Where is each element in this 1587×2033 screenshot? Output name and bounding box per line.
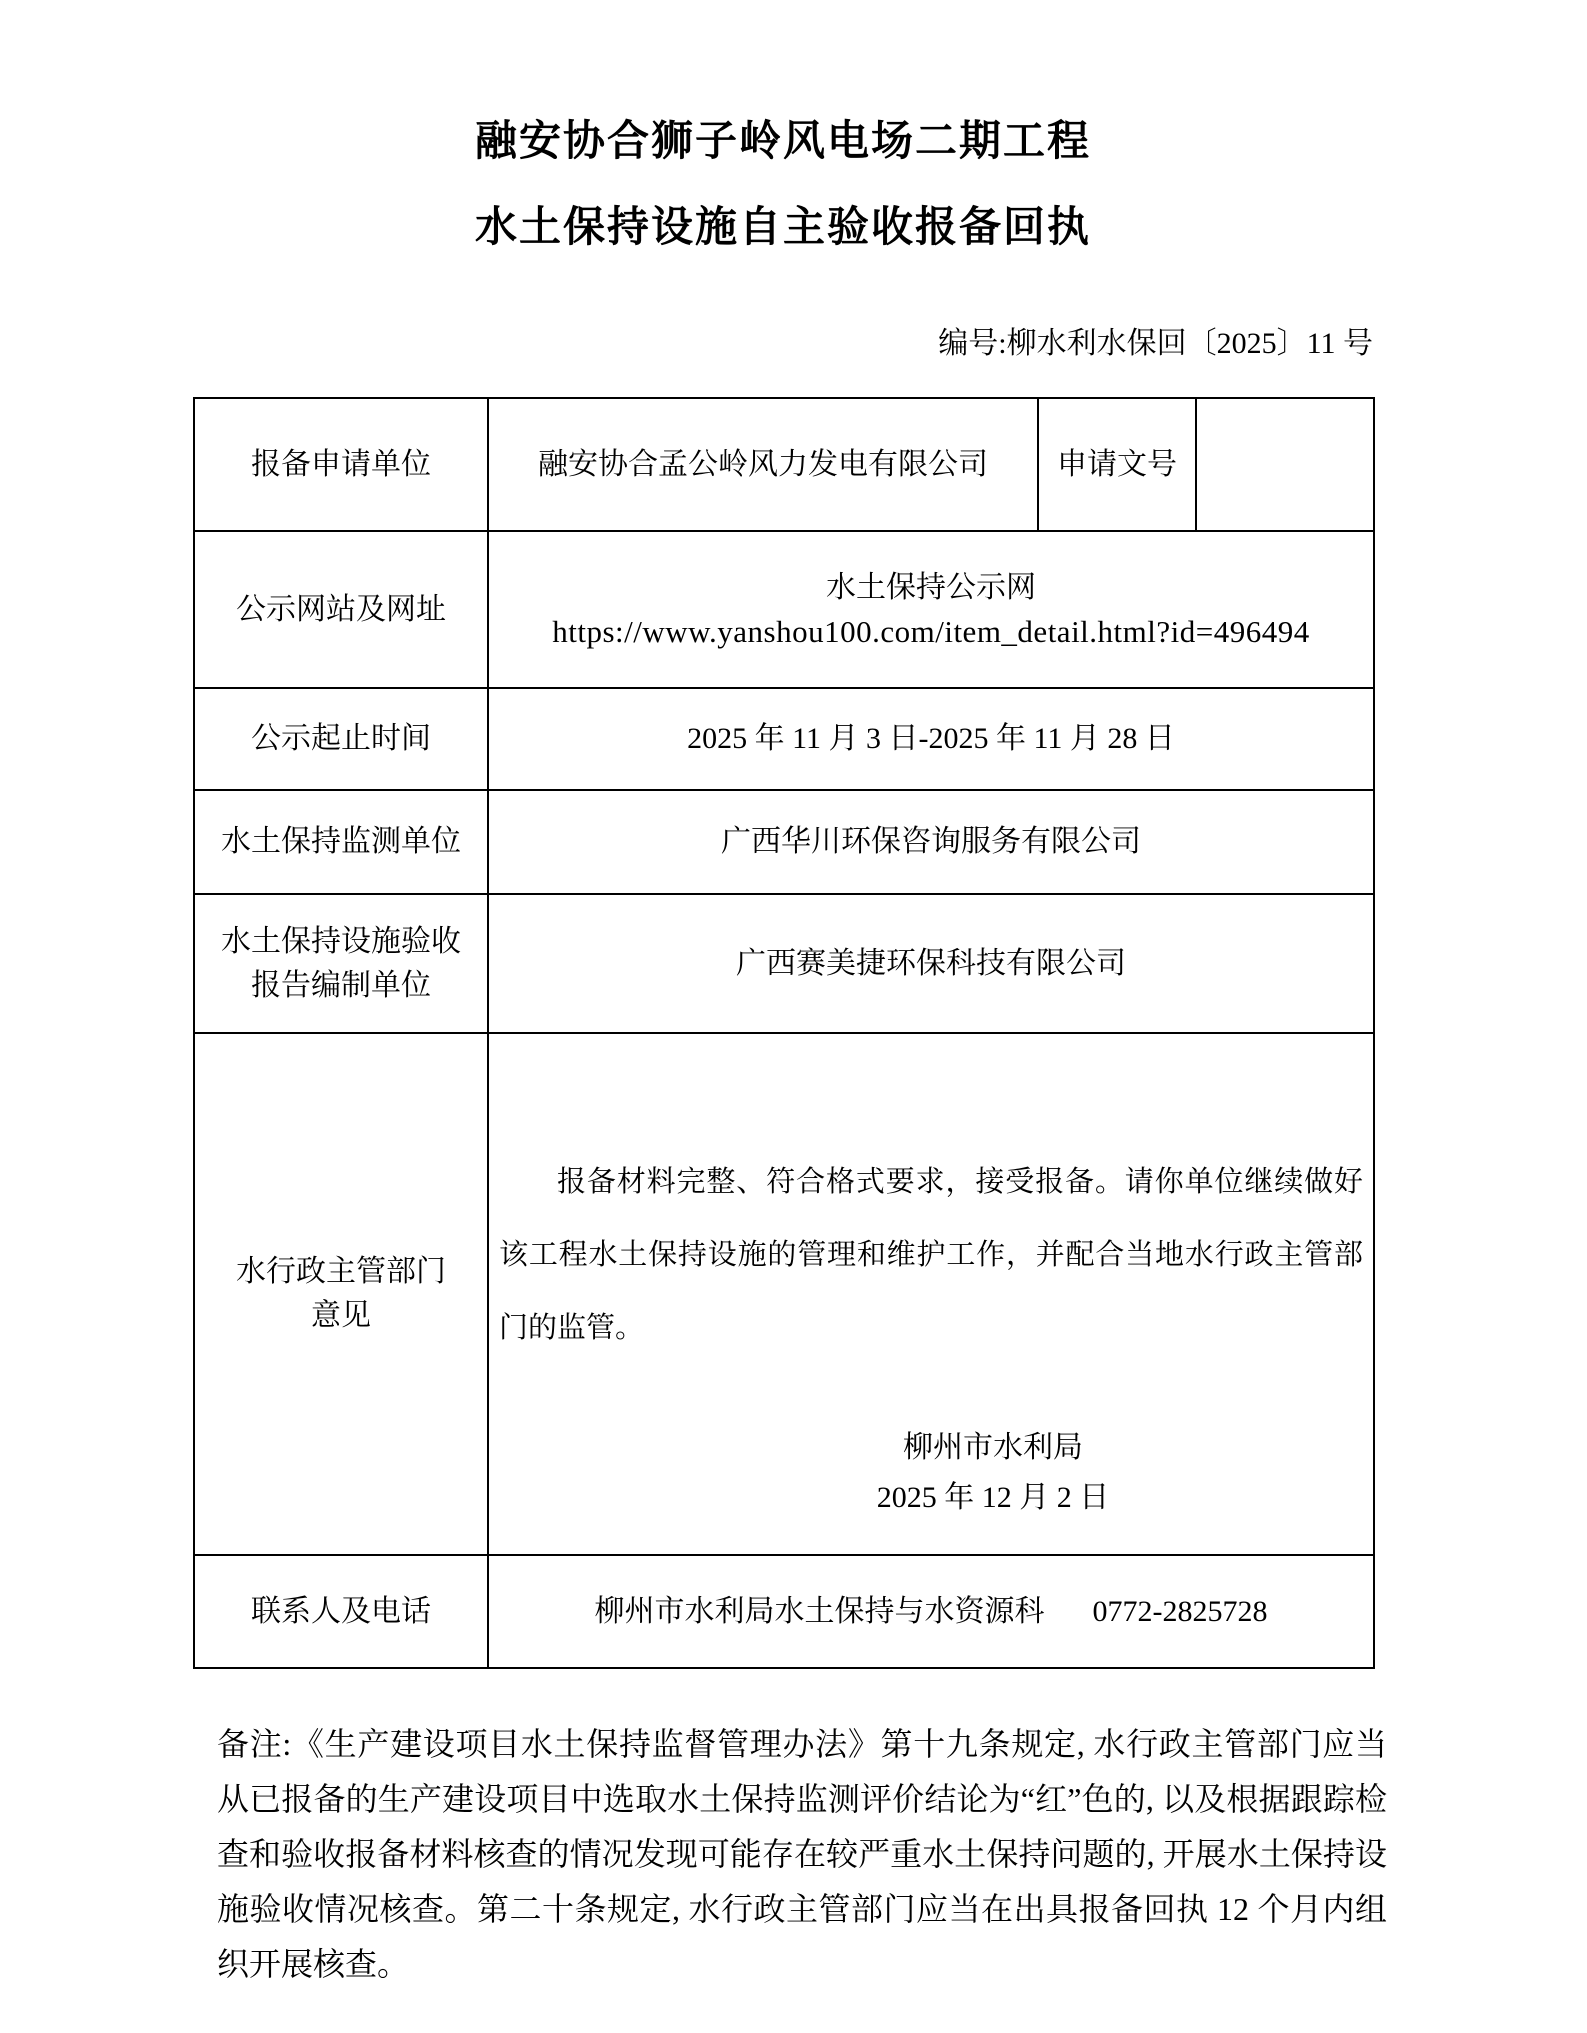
monitoring-unit-label: 水土保持监测单位	[194, 790, 488, 894]
document-number: 编号:柳水利水保回〔2025〕11 号	[938, 327, 1373, 360]
document-content	[193, 0, 1387, 1992]
row-publicity-website	[194, 531, 1374, 688]
document-title-line1: 融安协合狮子岭风电场二期工程	[474, 119, 1091, 165]
publicity-website-value	[488, 531, 1374, 688]
row-monitoring-unit	[194, 790, 1374, 894]
row-report-compiler	[194, 894, 1374, 1033]
publicity-website-label: 公示网站及网址	[194, 531, 488, 688]
row-contact	[194, 1555, 1374, 1668]
applicant-value: 融安协合孟公岭风力发电有限公司	[488, 398, 1038, 531]
application-number-label: 申请文号	[1038, 398, 1196, 531]
publicity-site-name: 水土保持公示网	[826, 570, 1036, 604]
applicant-label: 报备申请单位	[194, 398, 488, 531]
row-publicity-period	[194, 688, 1374, 790]
footer-note: 备注:《生产建设项目水土保持监督管理办法》第十九条规定, 水行政主管部门应当从已报备的生产建设项目中选取水土保持监测评价结论为“红”色的, 以及根据跟踪检查和验收报备材料核查的情况发现可能存在较严重水土保持问题的, 开展水土保持设施验收情况核查。第二十条规定, 水行政主管部门应当在出具报备回执 12 个月内组织开展核查。	[217, 1726, 1387, 1982]
report-compiler-label	[194, 894, 488, 1033]
document-title-line2: 水土保持设施自主验收报备回执	[474, 205, 1091, 251]
application-number-value	[1196, 398, 1374, 531]
contact-value	[488, 1555, 1374, 1668]
monitoring-unit-value: 广西华川环保咨询服务有限公司	[488, 790, 1374, 894]
authority-opinion-value	[488, 1033, 1374, 1555]
row-authority-opinion	[194, 1033, 1374, 1555]
signature-block	[743, 1423, 1243, 1523]
receipt-form-table	[193, 397, 1375, 1669]
contact-phone: 0772-2825728	[1092, 1594, 1268, 1628]
authority-opinion-paragraph: 报备材料完整、符合格式要求，接受报备。请你单位继续做好该工程水土保持设施的管理和维护工作，并配合当地水行政主管部门的监管。	[499, 1165, 1363, 1344]
row-applicant	[194, 398, 1374, 531]
contact-unit: 柳州市水利局水土保持与水资源科	[594, 1594, 1045, 1628]
report-compiler-value: 广西赛美捷环保科技有限公司	[488, 894, 1374, 1033]
signature-organization: 柳州市水利局	[903, 1430, 1083, 1464]
report-compiler-label-line2: 报告编制单位	[251, 968, 431, 1002]
publicity-site-url: https://www.yanshou100.com/item_detail.html?id=496494	[552, 613, 1310, 649]
contact-label: 联系人及电话	[194, 1555, 488, 1668]
authority-opinion-label-line1: 水行政主管部门	[236, 1255, 446, 1288]
authority-opinion-label-line2: 意见	[311, 1299, 371, 1332]
signature-date: 2025 年 12 月 2 日	[876, 1480, 1110, 1514]
authority-opinion-label	[194, 1033, 488, 1555]
publicity-period-value: 2025 年 11 月 3 日-2025 年 11 月 28 日	[488, 688, 1374, 790]
report-compiler-label-line1: 水土保持设施验收	[221, 924, 461, 958]
document-title	[193, 118, 1373, 252]
publicity-period-label: 公示起止时间	[194, 688, 488, 790]
